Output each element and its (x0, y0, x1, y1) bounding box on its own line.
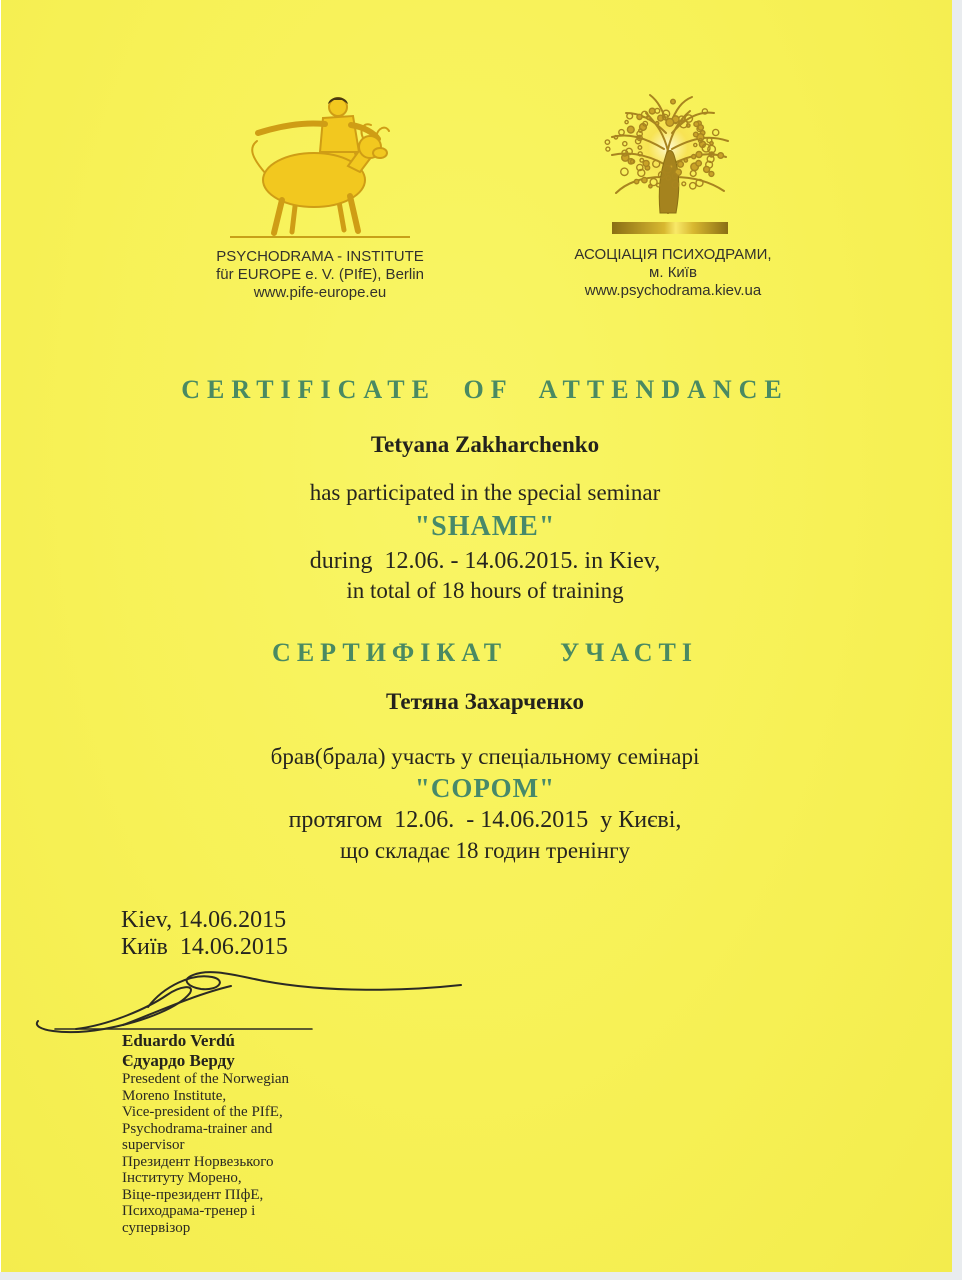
signer-title-line: Психодрама-тренер і (122, 1203, 256, 1219)
right-org-text (548, 246, 798, 300)
logo-gold-bar (612, 222, 728, 234)
left-org-text (180, 248, 460, 302)
dates-line-en: during 12.06. - 14.06.2015. in Kiev, (309, 548, 661, 574)
europa-riding-bull-logo-icon (222, 92, 418, 242)
recipient-name-en: Tetyana Zakharchenko (370, 432, 600, 457)
signer-title-line: supervisor (122, 1137, 185, 1153)
left-org-name-line1: PSYCHODRAMA - INSTITUTE (216, 248, 424, 265)
golden-tree-of-life-logo-icon (578, 85, 758, 237)
seminar-title-uk: "СОРОМ" (414, 773, 556, 803)
signer-title-line: Віце-президент ПІфЕ, (122, 1186, 264, 1203)
signer-title-line: Vice-president of the PIfE, (122, 1104, 283, 1120)
signer-title-line: Інституту Морено, (122, 1170, 242, 1186)
hours-line-en: in total of 18 hours of training (346, 578, 624, 603)
recipient-name-uk: Тетяна Захарченко (385, 689, 585, 714)
dateline-en: Kiev, 14.06.2015 (121, 907, 287, 933)
certificate-title-en: CERTIFICATE OF ATTENDANCE (181, 375, 789, 404)
handwritten-signature-icon (28, 966, 470, 1040)
left-org-name-line2: für EUROPE e. V. (PIfE), Berlin (216, 266, 424, 283)
right-org-name-line2: м. Київ (649, 264, 697, 281)
dates-line-uk: протягом 12.06. - 14.06.2015 у Києві, (288, 807, 682, 833)
signer-name-uk: Єдуардо Верду (122, 1051, 235, 1070)
dateline-uk: Київ 14.06.2015 (121, 934, 288, 960)
signer-title-line: Президент Норвезького (122, 1153, 274, 1170)
signer-name-en: Eduardo Verdú (122, 1031, 235, 1050)
signer-title-line: Psychodrama-trainer and (122, 1120, 273, 1137)
right-org-website: www.psychodrama.kiev.ua (584, 282, 762, 299)
left-org-website: www.pife-europe.eu (253, 284, 387, 301)
right-org-name-line1: АСОЦІАЦІЯ ПСИХОДРАМИ, (574, 246, 772, 263)
signer-title-line: Presedent of the Norwegian (122, 1071, 290, 1087)
hours-line-uk: що складає 18 годин тренінгу (339, 838, 631, 863)
certificate-title-uk: СЕРТИФІКАТ УЧАСТІ (272, 638, 698, 667)
signer-title-line: супервізор (122, 1219, 191, 1236)
signer-titles (122, 1071, 289, 1236)
signer-title-line: Moreno Institute, (122, 1087, 227, 1104)
participation-line-uk: брав(брала) участь у спеціальному семінарі (270, 744, 700, 769)
participation-line-en: has participated in the special seminar (309, 480, 661, 505)
seminar-title-en: "SHAME" (414, 511, 556, 542)
